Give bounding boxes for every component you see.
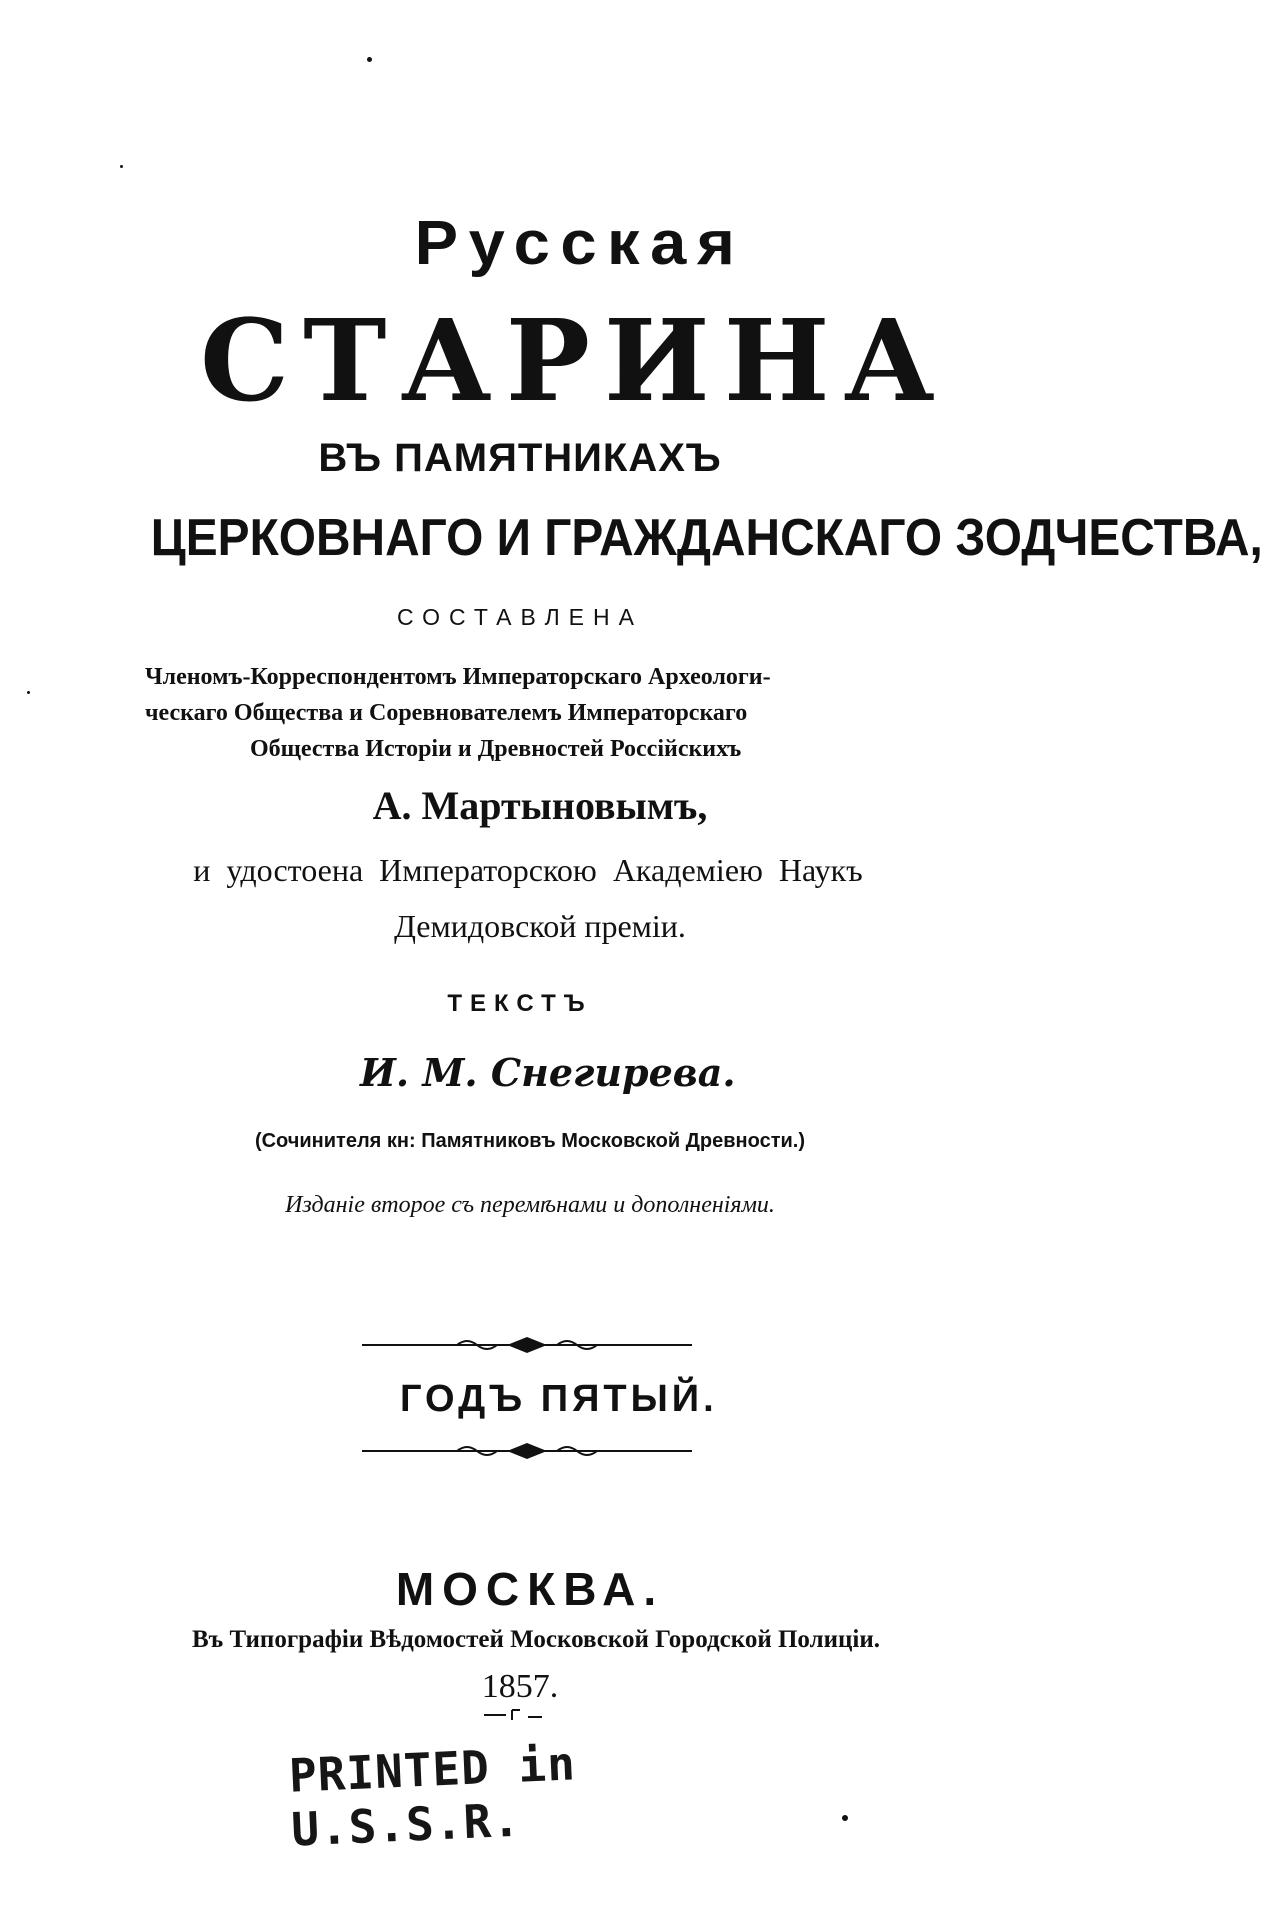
ink-speck bbox=[27, 691, 30, 694]
ink-speck bbox=[842, 1815, 848, 1821]
compiler-description-line: ческаго Общества и Соревнователемъ Императорскаго bbox=[145, 700, 748, 726]
award-line-1: и удостоена Императорскою Академіею Наукъ bbox=[193, 852, 863, 888]
title-line-4: ЦЕРКОВНАГО И ГРАЖДАНСКАГО ЗОДЧЕСТВА, bbox=[150, 509, 1263, 567]
library-stamp bbox=[287, 1736, 690, 1857]
edition-note: Изданіе второе съ перемѣнами и дополненіями. bbox=[285, 1192, 775, 1218]
small-flourish bbox=[484, 1708, 546, 1722]
award-line-2: Демидовской преміи. bbox=[394, 908, 686, 944]
stamp-text: PRINTED in U.S.S.R. bbox=[287, 1736, 577, 1857]
title-line-3: ВЪ ПАМЯТНИКАХЪ bbox=[318, 436, 722, 480]
text-author-work: (Сочинителя кн: Памятниковъ Московской Древности.) bbox=[254, 1130, 806, 1152]
compiler-description-line: Общества Исторіи и Древностей Россійскихъ bbox=[250, 736, 742, 762]
ink-speck bbox=[120, 165, 123, 168]
text-label: ТЕКСТЪ bbox=[447, 990, 593, 1017]
compiled-label: СОСТАВЛЕНА bbox=[397, 604, 643, 630]
ornament-divider bbox=[362, 1436, 692, 1466]
compiler-name: А. Мартыновымъ, bbox=[372, 783, 708, 828]
volume-year-label: ГОДЪ ПЯТЫЙ. bbox=[400, 1378, 718, 1420]
publication-city: МОСКВА. bbox=[395, 1563, 665, 1615]
publication-year: 1857. bbox=[481, 1668, 559, 1705]
title-line-1: Русская bbox=[414, 209, 746, 278]
compiler-description-line: Членомъ-Корреспондентомъ Императорскаго Археологи- bbox=[145, 664, 771, 690]
ink-speck bbox=[367, 57, 372, 62]
text-author: И. М. Снегирева. bbox=[360, 1050, 736, 1095]
title-line-2: СТАРИНА bbox=[200, 296, 949, 427]
ornament-divider bbox=[362, 1330, 692, 1360]
printing-house: Въ Типографіи Вѣдомостей Московской Городской Полиціи. bbox=[191, 1626, 881, 1653]
